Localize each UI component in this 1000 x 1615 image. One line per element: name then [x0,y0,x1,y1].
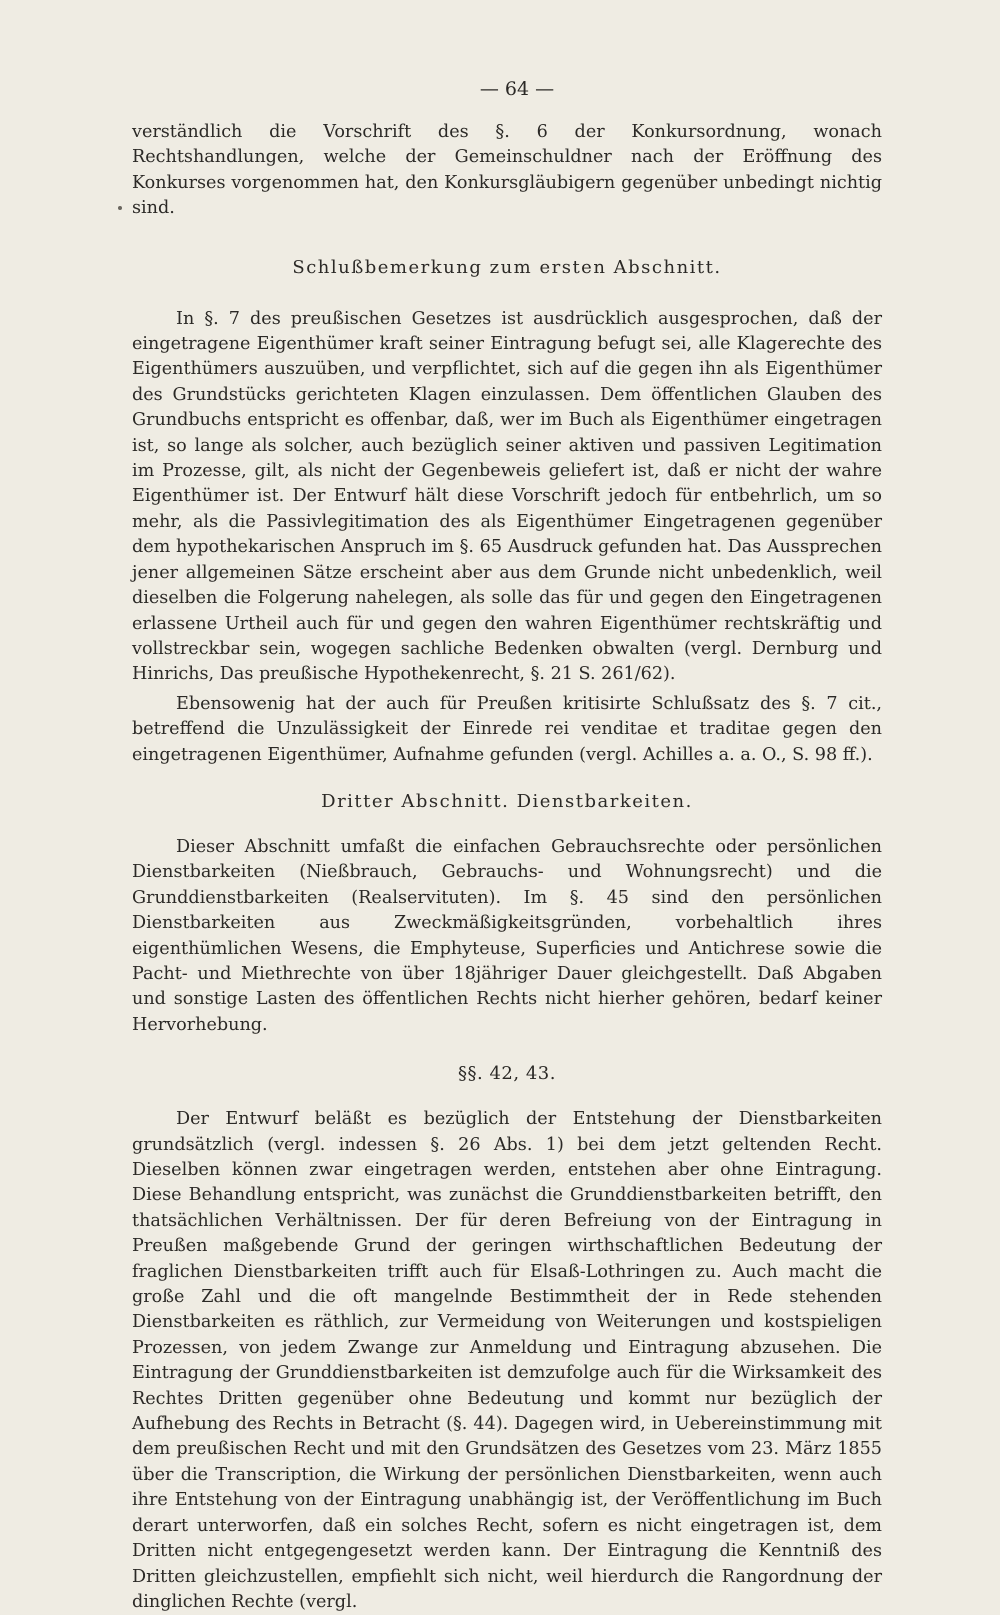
heading-closing-remark: Schlußbemerkung zum ersten Abschnitt. [292,256,722,278]
paragraph-entwurf: Der Entwurf beläßt es bezüglich der Entstehung der Dienstbarkeiten grundsätzlich (vergl. indessen §. 26 Abs. 1) bei dem jetzt geltenden Recht. Dieselben können zwar eingetragen werden, entstehen aber ohne Eintragung. Diese Behandlung entspricht, was zunächst die Grunddienstbarkeiten betrifft, den thatsächlichen Verhältnissen. Der für deren Befreiung von der Eintragung in Preußen maßgebende Grund der geringen wirthschaftlichen Bedeutung der fraglichen Dienstbarkeiten trifft auch für Elsaß-Lothringen zu. Auch macht die große Zahl und die oft mangelnde Bestimmtheit der in Rede stehenden Dienstbarkeiten es räthlich, zur Vermeidung von Weiterungen und kostspieligen Prozessen, von jedem Zwange zur Anmeldung und Eintragung abzusehen. Die Eintragung der Grunddienstbarkeiten ist demzufolge auch für die Wirksamkeit des Rechtes Dritten gegenüber ohne Bedeutung und kommt nur bezüglich der Aufhebung des Rechts in Betracht (§. 44). Dagegen wird, in Uebereinstimmung mit dem preußischen Recht und mit den Grundsätzen des Gesetzes vom 23. März 1855 über die Transcription, die Wirkung der persönlichen Dienstbarkeiten, wenn auch ihre Entstehung von der Eintragung unabhängig ist, der Veröffentlichung im Buch derart unterworfen, daß ein solches Recht, sofern es nicht eingetragen ist, dem Dritten nicht entgegengesetzt werden kann. Der Eintragung die Kenntniß des Dritten gleichzustellen, empfiehlt sich nicht, weil hierdurch die Rangordnung der dinglichen Rechte (vergl. [132,1109,882,1612]
heading-sections-42-43: §§. 42, 43. [458,1063,556,1085]
paragraph-section-7: In §. 7 des preußischen Gesetzes ist ausdrücklich ausgesprochen, daß der eingetragene Eigenthümer kraft seiner Eintragung befugt sei, alle Klagerechte des Eigenthümers auszuüben, und verpflichtet, sich auf die gegen ihn als Eigenthümer des Grundstücks gerichteten Klagen einzulassen. Dem öffentlichen Glauben des Grundbuchs entspricht es offenbar, daß, wer im Buch als Eigenthümer eingetragen ist, so lange als solcher, auch bezüglich seiner aktiven und passiven Legitimation im Prozesse, gilt, als nicht der Gegenbeweis geliefert ist, daß er nicht der wahre Eigenthümer ist. Der Entwurf hält diese Vorschrift jedoch für entbehrlich, um so mehr, als die Passivlegitimation des als Eigenthümer Eingetragenen gegenüber dem hypothekarischen Anspruch im §. 65 Ausdruck gefunden hat. Das Aussprechen jener allgemeinen Sätze erscheint aber aus dem Grunde nicht unbedenklich, weil dieselben die Folgerung nahelegen, als solle das für und gegen den Eingetragenen erlassene Urtheil auch für und gegen den wahren Eigenthümer rechtskräftig und vollstreckbar sein, wogegen sachliche Bedenken obwalten (vergl. Dernburg und Hinrichs, Das preußische Hypothekenrecht, §. 21 S. 261/62). [132,308,882,685]
heading-third-section: Dritter Abschnitt. Dienstbarkeiten. [321,790,693,812]
paragraph-continuation: verständlich die Vorschrift des §. 6 der Konkursordnung, wonach Rechtshandlungen, welche der Gemeinschuldner nach der Eröffnung des Konkurses vorgenommen hat, den Konkursgläubigern gegenüber unbedingt nichtig sind. [132,122,882,219]
page-number: — 64 — [479,78,555,100]
print-speck-mark [118,206,122,210]
paragraph-ebensowenig: Ebensowenig hat der auch für Preußen kritisirte Schlußsatz des §. 7 cit., betreffend die Unzulässigkeit der Einrede rei venditae et traditae gegen den eingetragenen Eigenthümer, Aufnahme gefunden (vergl. Achilles a. a. O., S. 98 ff.). [132,693,882,765]
paragraph-dienstbarkeiten: Dieser Abschnitt umfaßt die einfachen Gebrauchsrechte oder persönlichen Dienstbarkeiten (Nießbrauch, Gebrauchs- und Wohnungsrecht) und die Grunddienstbarkeiten (Realservituten). Im §. 45 sind den persönlichen Dienstbarkeiten aus Zweckmäßigkeitsgründen, vorbehaltlich ihres eigenthümlichen Wesens, die Emphyteuse, Superficies und Antichrese sowie die Pacht- und Miethrechte von über 18jähriger Dauer gleichgestellt. Daß Abgaben und sonstige Lasten des öffentlichen Rechts nicht hierher gehören, bedarf keiner Hervorhebung. [132,836,882,1035]
